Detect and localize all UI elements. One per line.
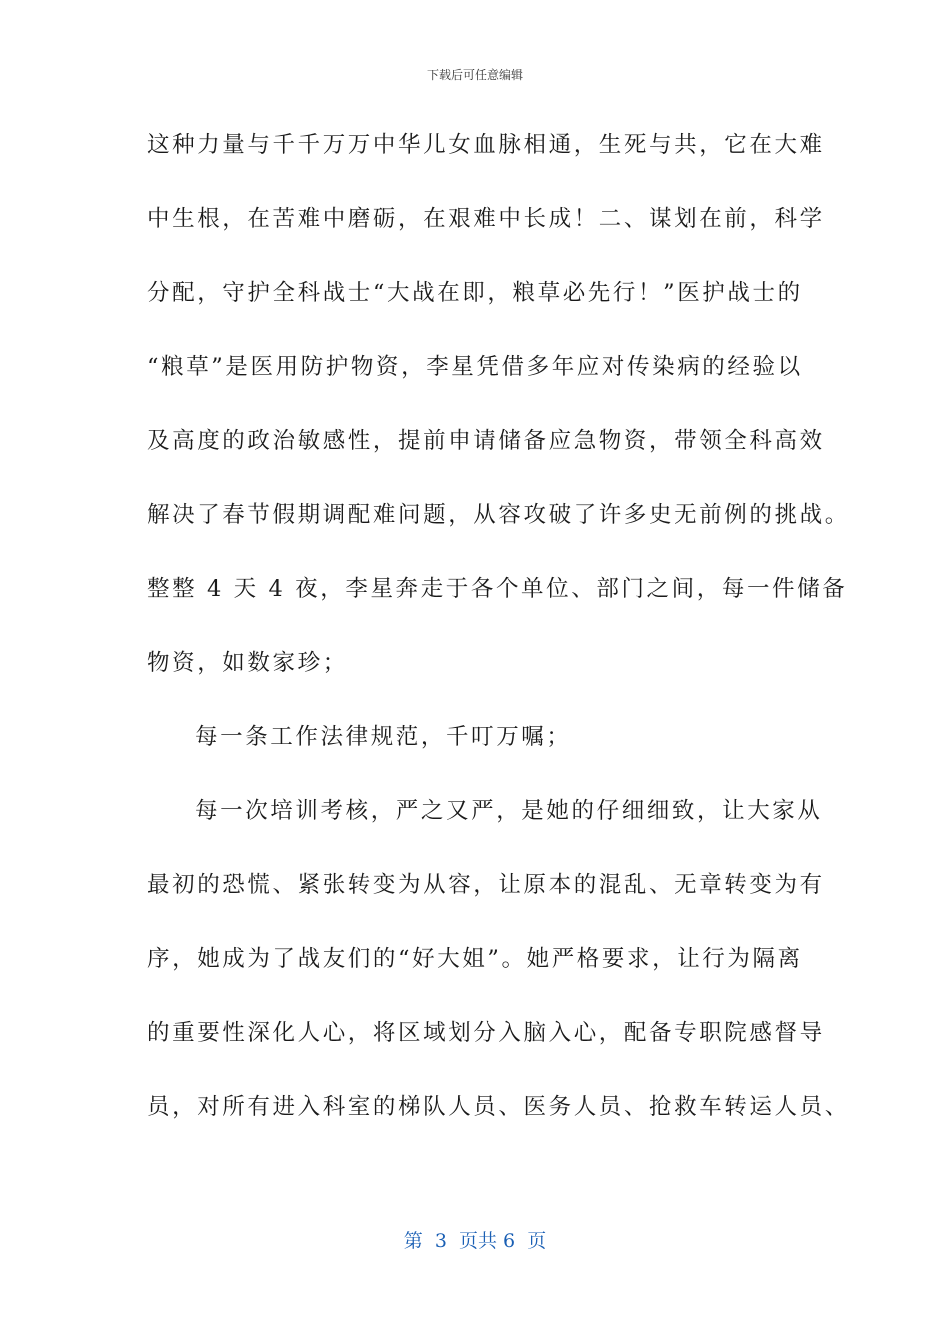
paragraph-line: 每一次培训考核，严之又严，是她的仔细细致，让大家从 [195,798,823,824]
body-line: 序，她成为了战友们的“好大姐”。她严格要求，让行为隔离 [147,946,803,972]
body-line: “粮草”是医用防护物资，李星凭借多年应对传染病的经验以 [147,354,803,380]
body-line: 物资，如数家珍； [147,650,348,676]
body-line: 员，对所有进入科室的梯队人员、医务人员、抢救车转运人员、 [147,1094,850,1120]
paragraph-line: 每一条工作法律规范，千叮万嘱； [195,724,572,750]
body-line: 中生根，在苦难中磨砺，在艰难中长成！二、谋划在前，科学 [147,206,825,232]
document-body [147,117,850,1153]
body-line: 分配，守护全科战士“大战在即，粮草必先行！”医护战士的 [147,280,803,306]
body-line: 这种力量与千千万万中华儿女血脉相通，生死与共，它在大难 [147,132,825,158]
body-line: 整整 4 天 4 夜，李星奔走于各个单位、部门之间，每一件储备 [147,576,848,602]
page-number: 第 3 页共 6 页 [403,1230,547,1252]
header-note: 下载后可任意编辑 [426,68,523,82]
body-line: 的重要性深化人心，将区域划分入脑入心，配备专职院感督导 [147,1020,825,1046]
body-line: 最初的恐慌、紧张转变为从容，让原本的混乱、无章转变为有 [147,872,825,898]
body-line: 解决了春节假期调配难问题，从容攻破了许多史无前例的挑战。 [147,502,850,528]
body-line: 及高度的政治敏感性，提前申请储备应急物资，带领全科高效 [147,428,825,454]
